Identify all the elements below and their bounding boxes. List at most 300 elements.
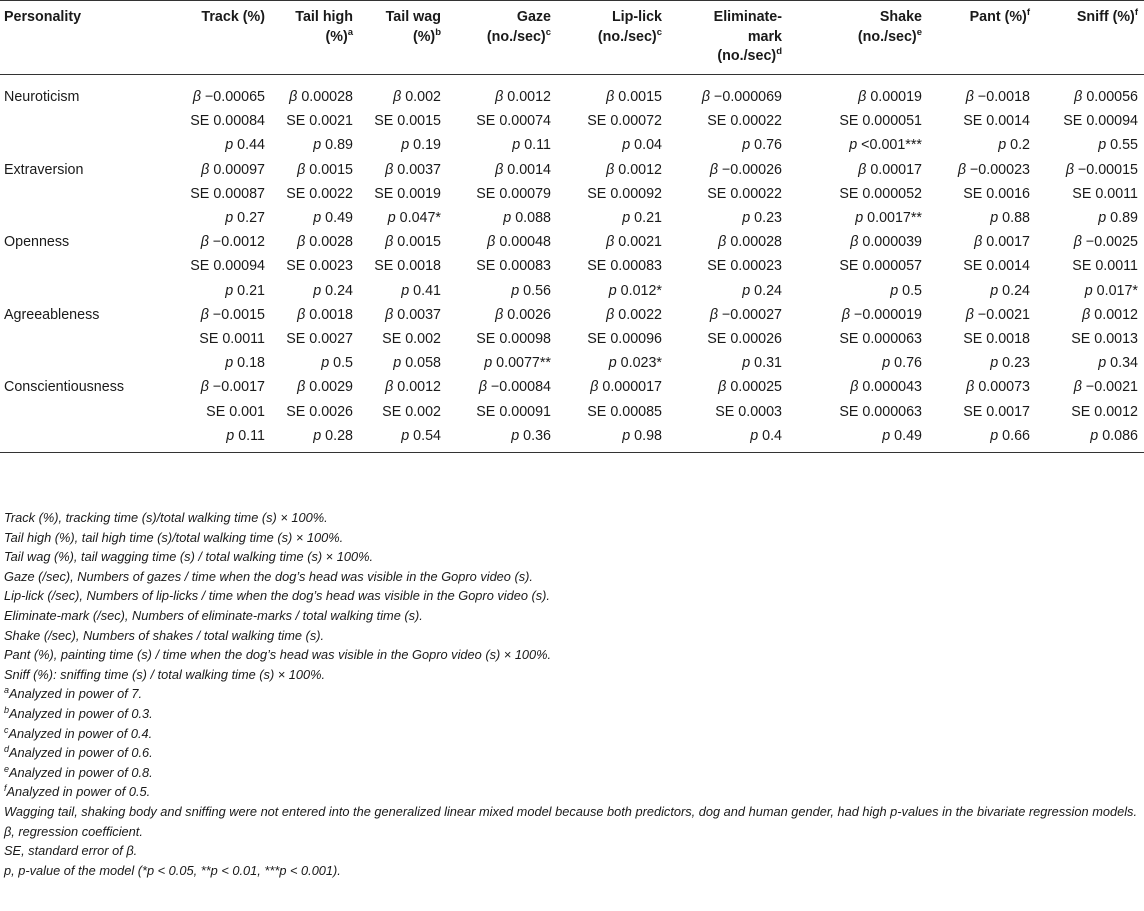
beta-value: β −0.0015 [200, 306, 265, 323]
table-row-neuroticism-se [0, 109, 1144, 133]
se-value: SE 0.00098 [476, 331, 551, 348]
beta-value: β 0.000043 [850, 379, 922, 396]
p-value: p 0.24 [313, 282, 353, 299]
table-row-neuroticism-beta [0, 75, 1144, 110]
footnote-line: Tail wag (%), tail wagging time (s) / total walking time (s) × 100%. [4, 549, 373, 565]
header-row [0, 1, 1144, 75]
trait-name [0, 109, 140, 133]
p-value: p 0.49 [313, 210, 353, 227]
se-value: SE 0.00087 [190, 185, 265, 202]
beta-value: β 0.00019 [858, 89, 922, 105]
se-symbol: SE [199, 331, 219, 348]
header-footnote-mark: f [1026, 7, 1030, 18]
table-row-conscientiousness-beta [0, 375, 1144, 399]
p-symbol: p [622, 210, 631, 227]
footnote-line: Shake (/sec), Numbers of shakes / total walking time (s). [4, 627, 325, 643]
beta-symbol: β [1073, 379, 1082, 396]
table-row-openness-p [0, 279, 1144, 303]
beta-symbol: β [1065, 161, 1074, 178]
se-symbol: SE [707, 185, 727, 202]
beta-symbol: β [606, 306, 615, 323]
se-symbol: SE [286, 403, 306, 420]
column-header-5: Lip-lick $(no./\sec)^c$ [557, 1, 668, 75]
footnote-line: Gaze (/sec), Numbers of gazes / time when the dog’s head was visible in the Gopro video (s). [4, 568, 533, 584]
p-symbol: p [225, 282, 234, 299]
beta-symbol: β [289, 89, 298, 105]
p-symbol: p [321, 355, 330, 372]
p-value: p 0.41 [401, 282, 441, 299]
p-value: p 0.21 [622, 210, 662, 227]
p-value: p 0.04 [622, 137, 662, 154]
footnote-line: Pant (%), painting time (s) / time when the dog’s head was visible in the Gopro video (s) × 100%. [4, 647, 552, 663]
p-value: p 0.012* [608, 282, 662, 299]
beta-value: β 0.00097 [201, 161, 265, 178]
p-value: p 0.31 [742, 355, 782, 372]
se-symbol: SE [476, 113, 496, 130]
beta-value: β 0.0037 [385, 161, 441, 178]
se-symbol: SE [963, 113, 983, 130]
se-value: SE 0.0013 [1071, 331, 1138, 348]
p-symbol: p [990, 427, 999, 444]
p-symbol: p [313, 282, 322, 299]
p-symbol: p [882, 355, 891, 372]
se-symbol: SE [839, 113, 859, 130]
se-symbol: SE [206, 403, 226, 420]
p-value: p 0.017* [1084, 282, 1138, 299]
footnote-mark: b [4, 704, 10, 715]
header-footnote-mark: c [656, 26, 662, 38]
table-body [0, 75, 1144, 453]
p-value: p 0.28 [271, 424, 359, 453]
beta-value: β −0.00084 [478, 379, 551, 396]
se-symbol: SE [707, 331, 727, 348]
se-value: SE 0.00083 [587, 258, 662, 275]
se-symbol: SE [382, 331, 402, 348]
p-symbol: p [990, 282, 999, 299]
p-symbol: p [890, 282, 899, 299]
trait-name [0, 254, 140, 278]
beta-value: β 0.00028 [289, 89, 353, 105]
header-footnote-mark: a [347, 26, 353, 38]
p-value: p 0.18 [225, 355, 265, 372]
p-symbol: p [225, 137, 234, 154]
p-symbol: p [401, 282, 410, 299]
p-value: p 0.5 [321, 355, 353, 372]
beta-symbol: β [858, 161, 867, 178]
se-value: SE 0.00096 [587, 331, 662, 348]
table-row-extraversion-p [0, 206, 1144, 230]
table-row-neuroticism-p [0, 133, 1144, 157]
se-symbol: SE [963, 258, 983, 275]
se-value: SE 0.00072 [587, 113, 662, 130]
p-value: p 0.89 [313, 137, 353, 154]
beta-value: β 0.0029 [297, 379, 353, 396]
table-row-conscientiousness-se [0, 400, 1144, 424]
se-value: SE 0.00023 [707, 258, 782, 275]
header-footnote-mark: c [545, 26, 551, 38]
p-symbol: p [750, 427, 759, 444]
header-footnote-mark: f [1134, 7, 1138, 18]
p-value: p 0.0017** [855, 210, 922, 227]
beta-symbol: β [393, 89, 402, 105]
beta-symbol: β [606, 89, 615, 105]
table-row-extraversion-se [0, 182, 1144, 206]
trait-name: Openness [4, 234, 70, 251]
p-value: p 0.55 [1098, 137, 1138, 154]
se-symbol: SE [1072, 258, 1092, 275]
p-symbol: p [512, 137, 521, 154]
p-value: p 0.44 [225, 137, 265, 154]
beta-symbol: β [966, 379, 975, 396]
results-table [0, 0, 1144, 453]
beta-value: β 0.0026 [495, 306, 551, 323]
se-symbol: SE [587, 403, 607, 420]
p-value: p 0.088 [503, 210, 551, 227]
beta-symbol: β [200, 234, 209, 251]
p-symbol: p [990, 355, 999, 372]
trait-name [0, 182, 140, 206]
footnote-line: Eliminate-mark (/sec), Numbers of eliminate-marks / total walking time (s). [4, 607, 423, 623]
se-value: SE 0.000057 [839, 258, 922, 275]
se-value: SE 0.0027 [286, 331, 353, 348]
beta-symbol: β [200, 379, 209, 396]
p-symbol: p [401, 137, 410, 154]
se-value: SE 0.00084 [190, 113, 265, 130]
column-header-1: Track (%) [140, 1, 271, 75]
footnote-line: $^a$Analyzed in power of 7. [4, 685, 143, 702]
p-value: p 0.36 [447, 424, 557, 453]
footnote-mark: a [4, 685, 10, 696]
se-value: SE 0.00085 [587, 403, 662, 420]
beta-value: β 0.00056 [1074, 89, 1138, 105]
se-value: SE 0.00026 [707, 331, 782, 348]
footnote-mark: c [4, 724, 9, 735]
se-value: SE 0.00079 [476, 185, 551, 202]
beta-value: β 0.00017 [858, 161, 922, 178]
p-symbol: p [1098, 355, 1107, 372]
p-value: p 0.11 [512, 137, 551, 154]
p-symbol: p [511, 427, 520, 444]
p-symbol: p [393, 355, 402, 372]
p-value: p 0.4 [668, 424, 788, 453]
se-symbol: SE [839, 331, 859, 348]
beta-symbol: β [487, 234, 496, 251]
beta-value: β 0.0012 [606, 161, 662, 178]
trait-name: Agreeableness [4, 306, 100, 323]
beta-value: β −0.000019 [841, 306, 922, 323]
se-symbol: SE [476, 403, 496, 420]
beta-symbol: β [495, 89, 504, 105]
se-symbol: SE [839, 403, 859, 420]
p-symbol: p [1084, 282, 1093, 299]
p-symbol: p [990, 210, 999, 227]
p-value: p 0.98 [557, 424, 668, 453]
se-value: SE 0.00083 [476, 258, 551, 275]
p-value: p 0.086 [1036, 424, 1144, 453]
beta-symbol: β [709, 161, 718, 178]
se-value: SE 0.00094 [1063, 113, 1138, 130]
p-symbol: p [225, 355, 234, 372]
se-value: SE 0.0019 [374, 185, 441, 202]
se-symbol: SE [963, 185, 983, 202]
beta-value: β 0.0015 [297, 161, 353, 178]
beta-symbol: β [1074, 89, 1083, 105]
se-symbol: SE [382, 403, 402, 420]
p-value: p 0.88 [990, 210, 1030, 227]
beta-symbol: β [385, 161, 394, 178]
column-header-3: Tail wag (%)$^b$ [359, 1, 447, 75]
footnote-line: $^d$Analyzed in power of 0.6. [4, 744, 153, 761]
footnote-line: $^f$Analyzed in power of 0.5. [4, 783, 151, 800]
beta-value: β 0.0015 [385, 234, 441, 251]
p-value: p 0.5 [890, 282, 922, 299]
footnote-mark: e [4, 763, 10, 774]
p-symbol: p [313, 210, 322, 227]
se-symbol: SE [707, 113, 727, 130]
se-value: SE 0.000051 [839, 113, 922, 130]
p-value: p 0.047* [387, 210, 441, 227]
beta-value: β 0.000017 [590, 379, 662, 396]
beta-value: β 0.0037 [385, 306, 441, 323]
beta-symbol: β [957, 161, 966, 178]
p-symbol: p [742, 282, 751, 299]
beta-value: β −0.00065 [192, 89, 265, 105]
se-symbol: SE [963, 331, 983, 348]
table-row-agreeableness-se [0, 327, 1144, 351]
beta-symbol: β [200, 306, 209, 323]
p-value: p 0.058 [393, 355, 441, 372]
column-header-6: Eliminate- mark $(no./\sec)^d$ [668, 1, 788, 75]
se-symbol: SE [963, 403, 983, 420]
beta-symbol: β [192, 89, 201, 105]
se-symbol: SE [707, 258, 727, 275]
p-symbol: p [608, 355, 617, 372]
trait-name [0, 400, 140, 424]
beta-symbol: β [1082, 306, 1091, 323]
p-symbol: p [622, 427, 631, 444]
se-value: SE 0.0012 [1071, 403, 1138, 420]
beta-value: β 0.00028 [718, 234, 782, 251]
p-value: p 0.54 [359, 424, 447, 453]
se-value: SE 0.00092 [587, 185, 662, 202]
footnote-line: Lip-lick (/sec), Numbers of lip-licks / time when the dog’s head was visible in the Gopro video (s). [4, 588, 550, 604]
p-symbol: p [387, 210, 396, 227]
se-value: SE 0.000063 [839, 403, 922, 420]
beta-symbol: β [965, 89, 974, 105]
beta-symbol: β [297, 379, 306, 396]
table-row-conscientiousness-p [0, 424, 1144, 453]
se-value: SE 0.0014 [963, 113, 1030, 130]
p-value: p 0.89 [1098, 210, 1138, 227]
p-symbol: p [1098, 210, 1107, 227]
se-value: SE 0.001 [206, 403, 265, 420]
footnote-line: p, p-value of the model (*p < 0.05, **p < 0.01, ***p < 0.001). [4, 862, 341, 878]
beta-symbol: β [606, 161, 615, 178]
beta-symbol: β [495, 161, 504, 178]
p-symbol: p [226, 427, 235, 444]
se-symbol: SE [476, 258, 496, 275]
se-symbol: SE [476, 331, 496, 348]
p-symbol: p [225, 210, 234, 227]
se-symbol: SE [374, 258, 394, 275]
footnote-line: Sniff (%): sniffing time (s) / total walking time (s) × 100%. [4, 666, 326, 682]
p-value: p 0.11 [140, 424, 271, 453]
p-value: p 0.19 [401, 137, 441, 154]
se-value: SE 0.002 [382, 331, 441, 348]
p-symbol: p [742, 210, 751, 227]
se-symbol: SE [190, 185, 210, 202]
p-symbol: p [742, 355, 751, 372]
beta-value: β 0.00025 [718, 379, 782, 396]
footnote-line: Track (%), tracking time (s)/total walking time (s) × 100%. [4, 510, 328, 525]
p-symbol: p [1090, 427, 1099, 444]
footnote-line: SE, standard error of β. [4, 843, 138, 859]
beta-symbol: β [297, 306, 306, 323]
se-value: SE 0.000052 [839, 185, 922, 202]
footnote-line: $^e$Analyzed in power of 0.8. [4, 763, 153, 780]
p-value: p 0.56 [511, 282, 551, 299]
se-symbol: SE [286, 113, 306, 130]
trait-name [0, 351, 140, 375]
p-value: p <0.001*** [849, 137, 922, 154]
beta-value: β 0.00048 [487, 234, 551, 251]
beta-symbol: β [858, 89, 867, 105]
se-value: SE 0.0026 [286, 403, 353, 420]
p-value: p 0.23 [742, 210, 782, 227]
beta-value: β 0.0015 [606, 89, 662, 105]
beta-value: β 0.0018 [297, 306, 353, 323]
footnote-line: Tail high (%), tail high time (s)/total walking time (s) × 100%. [4, 529, 344, 545]
p-symbol: p [998, 137, 1007, 154]
se-value: SE 0.0003 [715, 403, 782, 420]
beta-symbol: β [385, 379, 394, 396]
p-symbol: p [484, 355, 493, 372]
beta-value: β −0.00027 [709, 306, 782, 323]
beta-symbol: β [850, 234, 859, 251]
beta-symbol: β [297, 161, 306, 178]
p-value: p 0.76 [882, 355, 922, 372]
beta-symbol: β [850, 379, 859, 396]
beta-value: β 0.0012 [385, 379, 441, 396]
beta-value: β 0.0017 [974, 234, 1030, 251]
beta-symbol: β [718, 379, 727, 396]
column-header-2: Tail high (%)$^a$ [271, 1, 359, 75]
footnote-line: $^b$Analyzed in power of 0.3. [4, 704, 153, 721]
column-header-7: Shake $(no./\sec)^e$ [788, 1, 928, 75]
se-value: SE 0.00091 [476, 403, 551, 420]
beta-value: β 0.0021 [606, 234, 662, 251]
se-symbol: SE [587, 258, 607, 275]
column-header-9: Sniff (%)$^f$ [1036, 1, 1144, 75]
beta-value: β −0.00026 [709, 161, 782, 178]
beta-value: β 0.0014 [495, 161, 551, 178]
p-value: p 0.23 [990, 355, 1030, 372]
table-row-agreeableness-beta [0, 303, 1144, 327]
trait-name [0, 424, 140, 453]
p-symbol: p [849, 137, 858, 154]
se-symbol: SE [1071, 331, 1091, 348]
se-value: SE 0.00094 [190, 258, 265, 275]
trait-name [0, 327, 140, 351]
se-symbol: SE [190, 113, 210, 130]
beta-symbol: β [385, 306, 394, 323]
beta-symbol: β [841, 306, 851, 323]
p-value: p 0.76 [742, 137, 782, 154]
se-symbol: SE [374, 113, 394, 130]
se-symbol: SE [286, 331, 306, 348]
se-value: SE 0.0014 [963, 258, 1030, 275]
beta-value: β −0.0017 [200, 379, 265, 396]
beta-symbol: β [297, 234, 306, 251]
beta-symbol: β [385, 234, 394, 251]
se-value: SE 0.00022 [707, 185, 782, 202]
se-symbol: SE [715, 403, 735, 420]
header-footnote-mark: d [776, 46, 782, 57]
p-value: p 0.27 [225, 210, 265, 227]
p-value: p 0.34 [1098, 355, 1138, 372]
beta-value: β 0.000039 [850, 234, 922, 251]
table-footnotes [4, 508, 1140, 880]
se-value: SE 0.0015 [374, 113, 441, 130]
trait-name [0, 279, 140, 303]
se-symbol: SE [587, 113, 607, 130]
p-value: p 0.0077** [484, 355, 551, 372]
beta-symbol: β [718, 234, 727, 251]
p-symbol: p [313, 137, 322, 154]
column-header-0: Personality [0, 1, 140, 75]
trait-name: Extraversion [4, 161, 84, 178]
p-symbol: p [608, 282, 617, 299]
se-symbol: SE [374, 185, 394, 202]
p-value: p 0.49 [788, 424, 928, 453]
beta-value: β −0.0018 [965, 89, 1030, 105]
p-value: p 0.24 [990, 282, 1030, 299]
p-value: p 0.2 [998, 137, 1030, 154]
se-symbol: SE [587, 331, 607, 348]
beta-value: β 0.00073 [966, 379, 1030, 396]
column-header-4: Gaze $(no./\sec)^c$ [447, 1, 557, 75]
p-value: p 0.66 [928, 424, 1036, 453]
p-symbol: p [742, 137, 751, 154]
se-value: SE 0.0021 [286, 113, 353, 130]
se-symbol: SE [286, 258, 306, 275]
beta-symbol: β [590, 379, 599, 396]
beta-value: β −0.00015 [1065, 161, 1138, 178]
se-value: SE 0.0016 [963, 185, 1030, 202]
beta-symbol: β [1073, 234, 1082, 251]
p-symbol: p [622, 137, 631, 154]
beta-value: β 0.0022 [606, 306, 662, 323]
se-value: SE 0.0023 [286, 258, 353, 275]
se-value: SE 0.0017 [963, 403, 1030, 420]
beta-symbol: β [495, 306, 504, 323]
header-footnote-mark: e [916, 26, 922, 38]
beta-symbol: β [606, 234, 615, 251]
header-footnote-mark: b [435, 26, 441, 38]
p-symbol: p [401, 427, 410, 444]
p-symbol: p [855, 210, 864, 227]
se-value: SE 0.0011 [199, 331, 265, 348]
beta-value: β −0.0021 [965, 306, 1030, 323]
beta-symbol: β [965, 306, 974, 323]
se-symbol: SE [1072, 185, 1092, 202]
se-value: SE 0.002 [382, 403, 441, 420]
footnote-line: Wagging tail, shaking body and sniffing were not entered into the generalized linear mixed model because both predictors, dog and human gender, had high p-values in the bivariate regression models. [4, 803, 1137, 819]
se-symbol: SE [1063, 113, 1083, 130]
p-value: p 0.023* [608, 355, 662, 372]
se-value: SE 0.00022 [707, 113, 782, 130]
trait-name [0, 206, 140, 230]
